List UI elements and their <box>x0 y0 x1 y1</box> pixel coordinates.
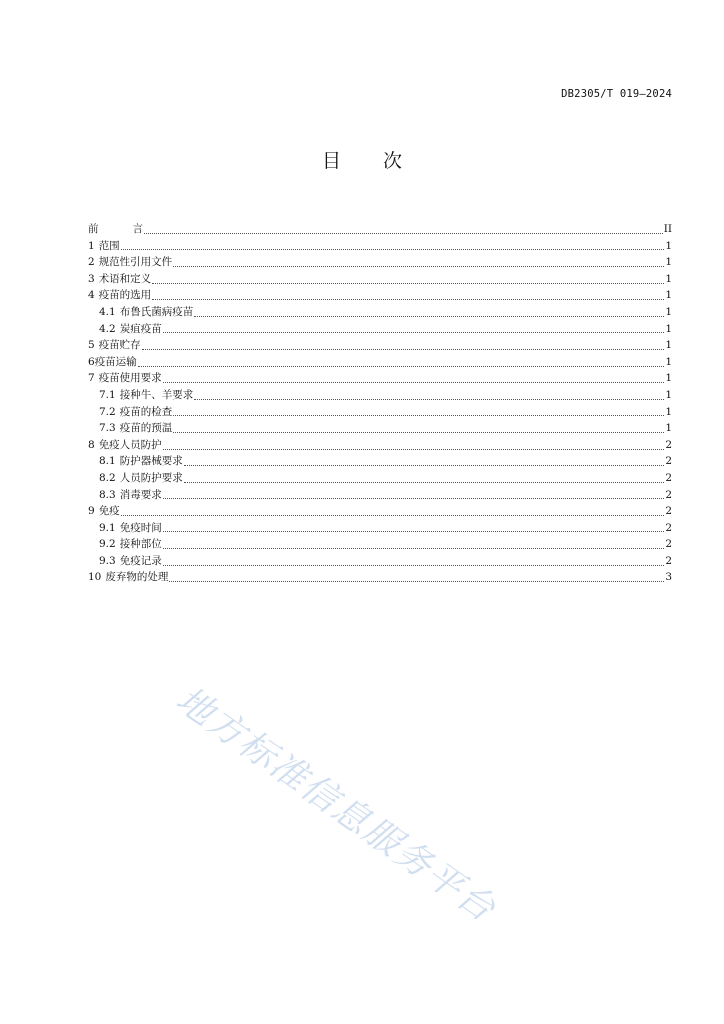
toc-leader-dots <box>163 322 665 333</box>
toc-entry-label: 范围 <box>98 239 120 252</box>
toc-leader-dots <box>142 339 665 350</box>
toc-entry-page: 2 <box>665 455 672 468</box>
toc-leader-dots <box>163 488 665 499</box>
toc-entry[interactable] <box>88 370 672 387</box>
document-number: DB2305/T 019—2024 <box>561 88 672 100</box>
toc-entry-number: 4.1 <box>99 305 116 318</box>
toc-entry-page: 2 <box>665 554 672 567</box>
toc-entry[interactable] <box>88 387 672 404</box>
toc-entry-page: 3 <box>665 571 672 584</box>
toc-entry-number: 7.1 <box>99 388 116 401</box>
toc-entry-number: 4 <box>88 289 95 302</box>
toc-leader-dots <box>194 306 664 317</box>
toc-entry-label: 防护器械要求 <box>119 455 183 468</box>
toc-entry-label: 布鲁氏菌病疫苗 <box>119 305 194 318</box>
toc-leader-dots <box>173 405 664 416</box>
toc-entry[interactable] <box>88 470 672 487</box>
toc-entry-page: 1 <box>665 322 672 335</box>
toc-entry[interactable] <box>88 287 672 304</box>
toc-entry[interactable] <box>88 404 672 421</box>
toc-entry-number: 8.3 <box>99 488 116 501</box>
toc-entry[interactable] <box>88 337 672 354</box>
toc-leader-dots <box>194 389 664 400</box>
toc-entry[interactable] <box>88 569 672 586</box>
table-of-contents <box>88 221 672 586</box>
toc-entry-number: 前 <box>88 223 99 235</box>
toc-entry[interactable] <box>88 536 672 553</box>
watermark: 地方标准信息服务平台 <box>168 679 504 931</box>
toc-leader-dots <box>163 521 665 532</box>
toc-entry-number: 9.3 <box>99 554 116 567</box>
toc-leader-dots <box>184 455 665 466</box>
toc-entry-page: 1 <box>665 422 672 435</box>
toc-entry[interactable] <box>88 254 672 271</box>
toc-entry-page: II <box>663 223 672 235</box>
toc-leader-dots <box>169 571 664 582</box>
toc-entry-page: 1 <box>665 405 672 418</box>
toc-leader-dots <box>121 239 665 250</box>
toc-entry-label: 疫苗运输 <box>94 355 137 368</box>
toc-leader-dots <box>163 538 665 549</box>
toc-entry-number: 8.1 <box>99 455 116 468</box>
toc-entry-label: 接种部位 <box>119 538 162 551</box>
toc-entry-page: 1 <box>665 256 672 269</box>
toc-entry-label: 疫苗贮存 <box>98 339 141 352</box>
toc-entry-page: 1 <box>665 272 672 285</box>
toc-leader-dots <box>152 273 664 284</box>
toc-entry-number: 7.2 <box>99 405 116 418</box>
toc-entry[interactable] <box>88 520 672 537</box>
toc-entry-label: 疫苗的检查 <box>119 405 173 418</box>
toc-leader-dots <box>173 422 664 433</box>
toc-entry-number: 10 <box>88 571 102 584</box>
toc-entry-page: 2 <box>665 488 672 501</box>
toc-entry-label: 言 <box>132 223 143 235</box>
toc-entry-number: 3 <box>88 272 95 285</box>
toc-entry-number: 4.2 <box>99 322 116 335</box>
toc-entry-label: 术语和定义 <box>98 272 152 285</box>
toc-entry-label: 消毒要求 <box>119 488 162 501</box>
toc-entry[interactable] <box>88 503 672 520</box>
toc-entry-number: 7 <box>88 372 95 385</box>
toc-entry-page: 1 <box>665 305 672 318</box>
toc-entry-number: 9.1 <box>99 521 116 534</box>
toc-leader-dots <box>144 223 663 234</box>
toc-entry[interactable] <box>88 553 672 570</box>
toc-entry[interactable] <box>88 453 672 470</box>
toc-entry-label: 免疫人员防护 <box>98 438 162 451</box>
toc-entry-number: 9.2 <box>99 538 116 551</box>
toc-entry-label: 废弃物的处理 <box>105 571 169 584</box>
toc-entry[interactable] <box>88 304 672 321</box>
toc-leader-dots <box>152 289 664 300</box>
toc-leader-dots <box>138 356 665 367</box>
toc-entry-page: 2 <box>665 438 672 451</box>
toc-entry-page: 1 <box>665 355 672 368</box>
toc-entry-label: 疫苗使用要求 <box>98 372 162 385</box>
toc-entry-page: 2 <box>665 521 672 534</box>
toc-entry-number: 6 <box>88 355 95 368</box>
toc-leader-dots <box>173 256 664 267</box>
toc-entry-page: 1 <box>665 372 672 385</box>
toc-entry-page: 2 <box>665 505 672 518</box>
toc-entry-page: 2 <box>665 538 672 551</box>
toc-entry-label: 规范性引用文件 <box>98 256 173 269</box>
toc-leader-dots <box>163 439 665 450</box>
toc-entry[interactable] <box>88 321 672 338</box>
toc-entry-page: 1 <box>665 388 672 401</box>
toc-entry-page: 1 <box>665 339 672 352</box>
toc-entry-number: 7.3 <box>99 422 116 435</box>
toc-entry[interactable] <box>88 238 672 255</box>
toc-entry-page: 1 <box>665 239 672 252</box>
toc-entry[interactable] <box>88 437 672 454</box>
toc-leader-dots <box>184 472 665 483</box>
toc-entry-label: 接种牛、羊要求 <box>119 388 194 401</box>
toc-entry-page: 2 <box>665 471 672 484</box>
toc-entry-label: 免疫记录 <box>119 554 162 567</box>
toc-entry-page: 1 <box>665 289 672 302</box>
toc-entry-number: 2 <box>88 256 95 269</box>
toc-entry-number: 9 <box>88 505 95 518</box>
toc-entry[interactable] <box>88 354 672 371</box>
toc-leader-dots <box>121 505 665 516</box>
title-char-1: 目 <box>321 150 341 172</box>
toc-leader-dots <box>163 555 665 566</box>
toc-entry-number: 5 <box>88 339 95 352</box>
toc-entry[interactable] <box>88 487 672 504</box>
toc-entry-label: 免疫时间 <box>119 521 162 534</box>
toc-entry-label: 人员防护要求 <box>119 471 183 484</box>
page-title <box>0 146 724 173</box>
toc-entry[interactable] <box>88 420 672 437</box>
toc-entry-label: 疫苗的预温 <box>119 422 173 435</box>
toc-entry-number: 8.2 <box>99 471 116 484</box>
toc-leader-dots <box>163 372 665 383</box>
toc-entry-label: 炭疽疫苗 <box>119 322 162 335</box>
toc-entry[interactable] <box>88 221 672 238</box>
toc-entry[interactable] <box>88 271 672 288</box>
toc-entry-number: 8 <box>88 438 95 451</box>
toc-entry-label: 免疫 <box>98 505 120 518</box>
toc-entry-label: 疫苗的选用 <box>98 289 152 302</box>
toc-entry-number: 1 <box>88 239 95 252</box>
title-char-2: 次 <box>383 150 403 172</box>
